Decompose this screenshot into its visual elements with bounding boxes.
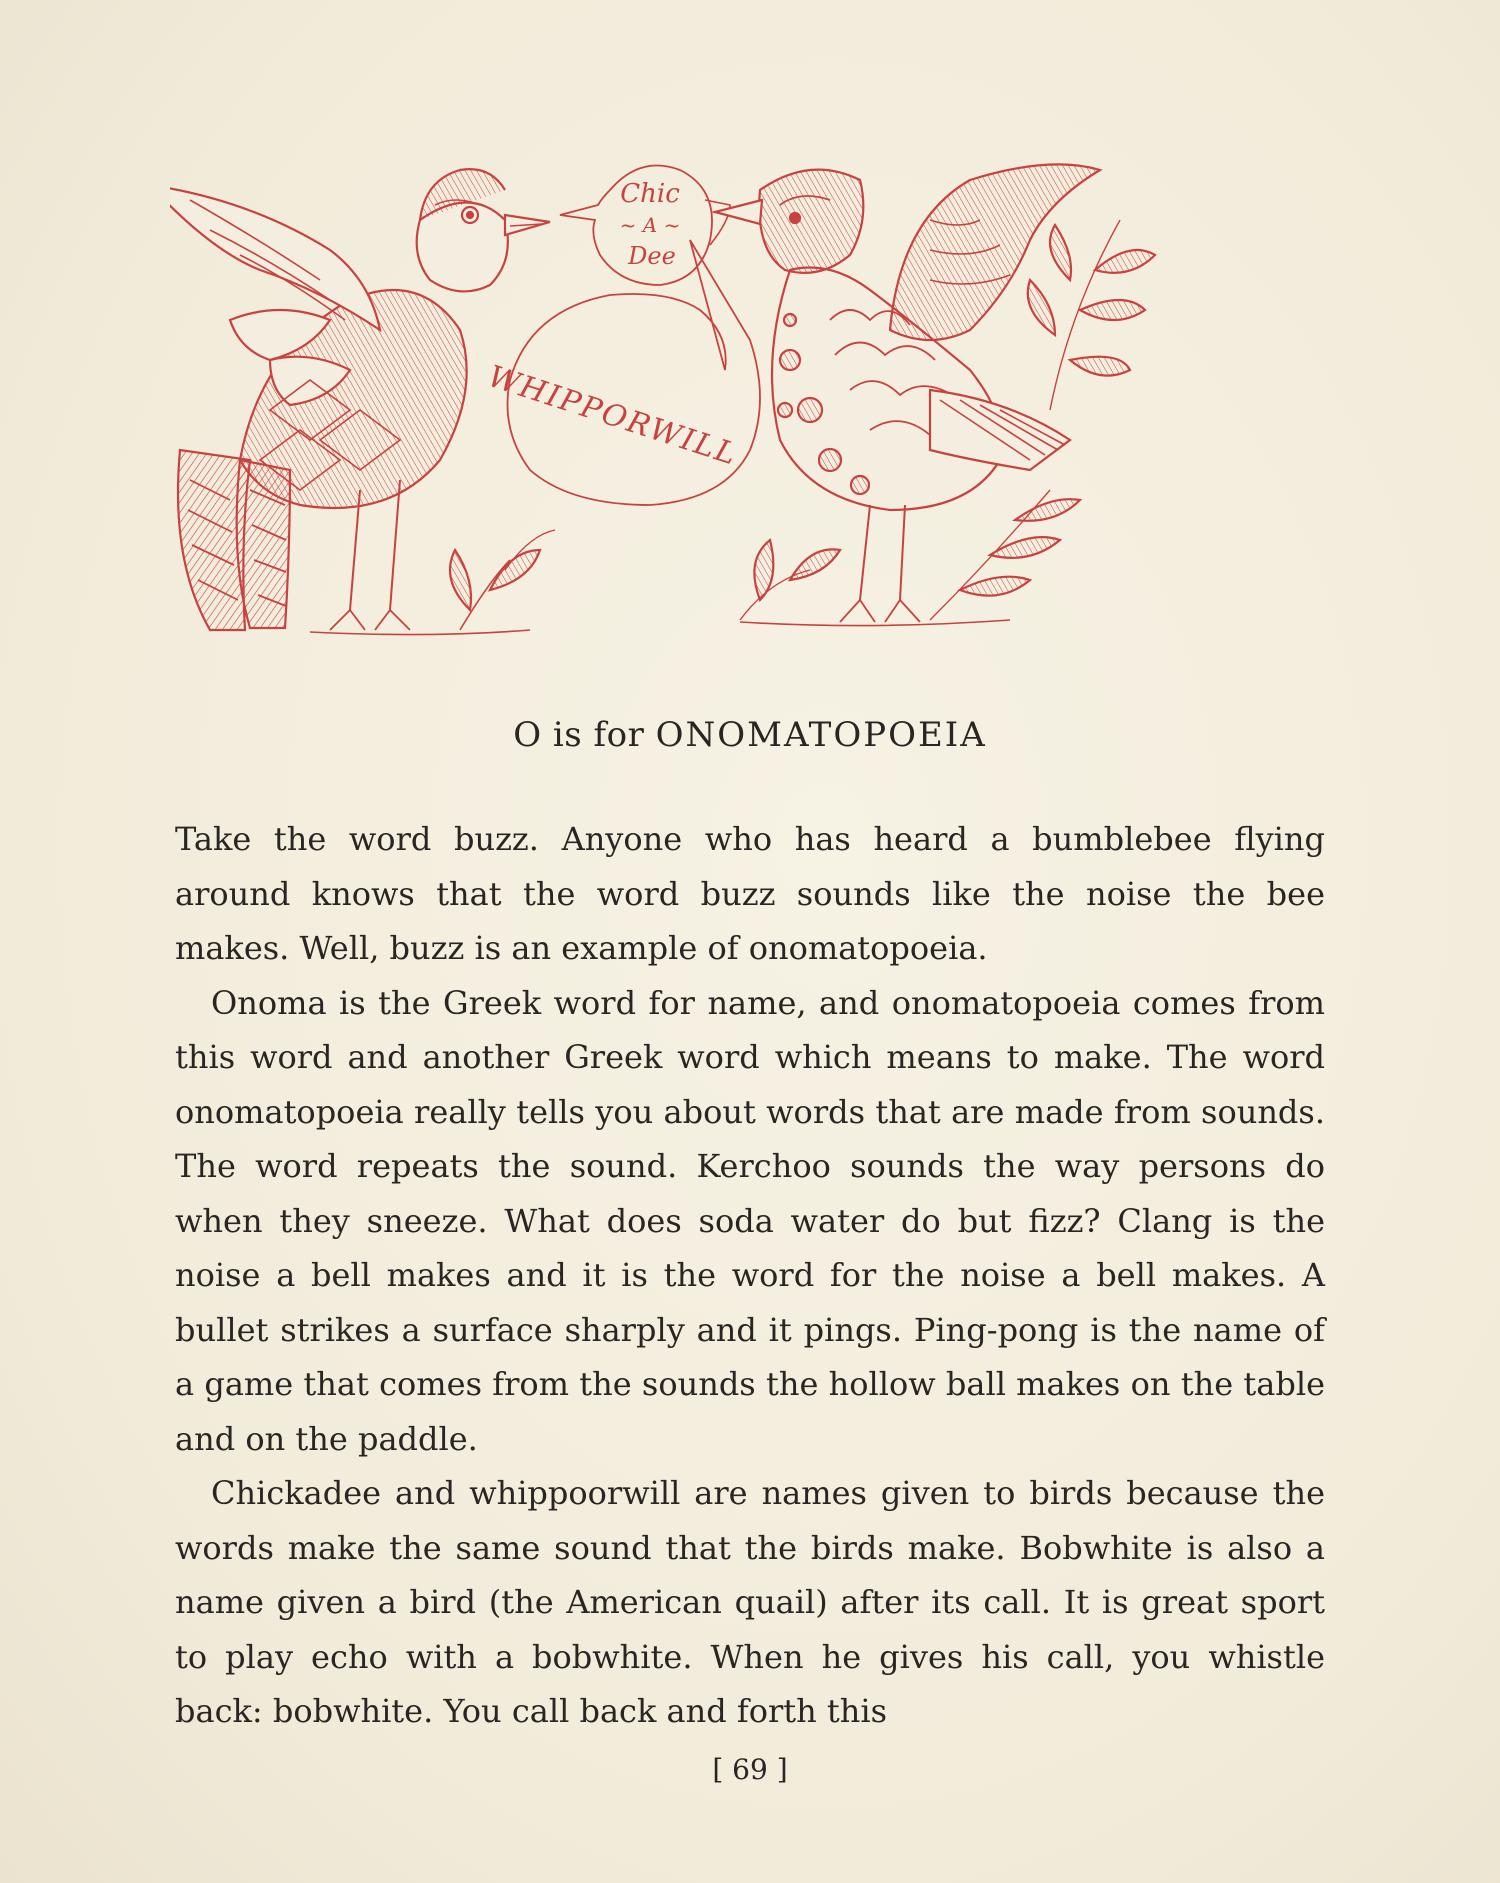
- svg-text:Dee: Dee: [628, 242, 676, 270]
- paragraph-3: Chickadee and whippoorwill are names given to birds because the words make the same sound that the birds make. Bobwhite is also a name given a bird (the American quail) after its call. It is great sport to play echo with a bobwhite. When he gives his call, you whistle back: bobwhite. You call back and forth this: [175, 1474, 1325, 1730]
- svg-text:WHIPPORWILL: WHIPPORWILL: [483, 359, 743, 473]
- heading-prefix: O is for: [513, 715, 656, 755]
- paragraph-1: Take the word buzz. Anyone who has heard a bumblebee flying around knows that the word buzz sounds like the noise the bee makes. Well, buzz is an example of onomatopoeia.: [175, 820, 1325, 967]
- body-text: [175, 812, 1325, 1739]
- heading-word: ONOMATOPOEIA: [655, 715, 987, 755]
- right-bird: [715, 164, 1155, 625]
- speech-bubbles: [484, 166, 760, 506]
- page-number: [ 69 ]: [712, 1753, 788, 1786]
- svg-text:Chic: Chic: [620, 179, 680, 209]
- left-bird: [170, 169, 555, 634]
- bird-illustration: [170, 160, 1330, 650]
- paragraph-2: Onoma is the Greek word for name, and onomatopoeia comes from this word and another Greek word which means to make. The word onomatopoeia really tells you about words that are made from sounds. The word repeats the sound. Kerchoo sounds the way persons do when they sneeze. What does soda water do but fizz? Clang is the noise a bell makes and it is the word for the noise a bell makes. A bullet strikes a surface sharply and it pings. Ping-pong is the name of a game that comes from the sounds the hollow ball makes on the table and on the paddle.: [175, 983, 1325, 1458]
- svg-text:~ A ~: ~ A ~: [619, 213, 681, 237]
- section-heading: [0, 715, 1500, 755]
